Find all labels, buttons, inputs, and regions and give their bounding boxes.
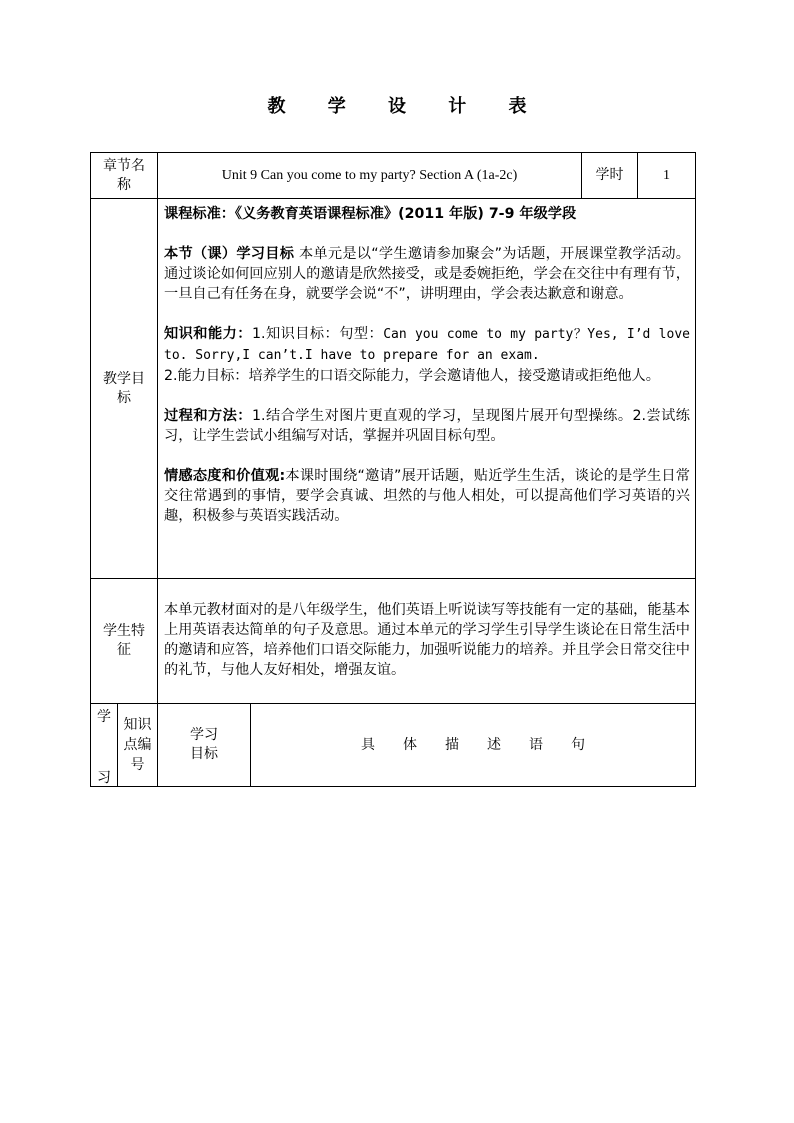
page-title: 教 学 设 计 表: [267, 96, 545, 117]
teaching-goal-label: 教学目标: [103, 370, 145, 406]
student-features-label: 学生特征: [103, 623, 145, 658]
student-features-text: 本单元教材面对的是八年级学生，他们英语上听说读写等技能有一定的基础，能基本上用英语表达简单的句子及意思。通过本单元的学习学生引导学生谈论在日常生活中的邀请和应答，培养他们口语交际能力，加强听说能力的培养。并且学会日常交往中的礼节，与他人友好相处，增强友谊。: [164, 602, 690, 678]
learning-objective-header: 学习目标: [190, 727, 218, 762]
attitude-values: 情感态度和价值观:本课时围绕“邀请”展开话题，贴近学生生活，谈论的是学生日常交往常遇到的事情，要学会真诚、坦然的与他人相处，可以提高他们学习英语的兴趣，积极参与英语实践活动。: [164, 468, 690, 524]
hours-label: 学时: [595, 167, 624, 183]
process-method: 过程和方法：1.结合学生对图片更直观的学习，呈现图片展开句型操练。2.尝试练习，让学生尝试小组编写对话，掌握并巩固目标句型。: [164, 408, 690, 444]
knowledge-ability: 知识和能力：1.知识目标：句型：Can you come to my party？Yes, I’d love to. Sorry,I can’t.I have to prepare for an exam.: [164, 326, 690, 363]
teaching-goal-content: [164, 204, 690, 526]
study-column-header: 学 习: [97, 709, 111, 786]
course-standard: 课程标准：《义务教育英语课程标准》(2011 年版) 7-9 年级学段: [164, 206, 577, 222]
knowledge-point-number-header: 知识点编号: [123, 717, 152, 773]
ability-goal: 2.能力目标：培养学生的口语交际能力，学会邀请他人，接受邀请或拒绝他人。: [164, 368, 660, 384]
hours-value: 1: [663, 168, 670, 183]
chapter-label: 章节名称: [103, 157, 145, 193]
description-header: 具 体 描 述 语 句: [361, 736, 585, 753]
lesson-goal: 本节（课）学习目标 本单元是以“学生邀请参加聚会”为话题，开展课堂教学活动。通过谈论如何回应别人的邀请是欣然接受，或是委婉拒绝，学会在交往中有理有节，一旦自己有任务在身，就要学会说“不”，讲明理由，学会表达歉意和谢意。: [164, 246, 690, 302]
chapter-value: Unit 9 Can you come to my party? Section A (1a-2c): [221, 168, 518, 183]
